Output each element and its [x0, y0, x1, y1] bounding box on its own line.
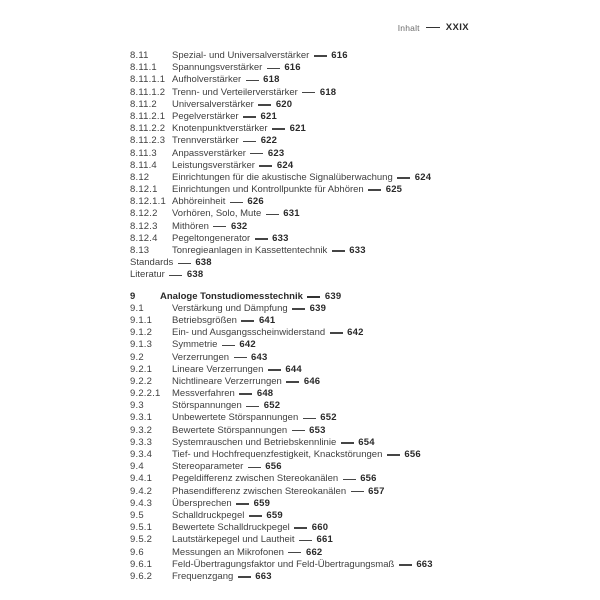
toc-entry	[130, 257, 590, 269]
leader-dash	[248, 467, 261, 469]
toc-entry-number: 9.6	[130, 546, 144, 558]
toc-entry-title: Einrichtungen und Kontrollpunkte für Abhören	[172, 184, 364, 196]
toc-entry-title: Ein- und Ausgangsscheinwiderstand	[172, 327, 326, 339]
toc-entry-page: 621	[260, 110, 277, 122]
toc-entry-number: 9.3.1	[130, 412, 153, 424]
toc-entry-title: Einrichtungen für die akustische Signalüberwachung	[172, 171, 393, 183]
leader-dash	[267, 68, 280, 70]
toc-entry	[130, 148, 590, 160]
leader-dash	[246, 406, 259, 408]
leader-dash	[302, 92, 315, 94]
toc-entry-number: 9.6.1	[130, 558, 153, 570]
leader-dash	[292, 308, 305, 310]
leader-dash	[239, 393, 252, 395]
toc-entry	[130, 221, 590, 233]
toc-entry	[130, 74, 590, 86]
toc-entry-title: Systemrauschen und Betriebskennlinie	[172, 436, 337, 448]
toc-entry-title: Messungen an Mikrofonen	[172, 546, 284, 558]
leader-dash	[314, 55, 327, 57]
toc-entry-page: 653	[309, 424, 326, 436]
leader-dash	[303, 418, 316, 420]
toc-entry-number: 9.4.2	[130, 485, 153, 497]
toc-entry-title: Analoge Tonstudiomesstechnik	[160, 290, 303, 302]
leader-dash	[292, 430, 305, 432]
toc-entry-page: 643	[251, 351, 268, 363]
toc-entry-title: Verzerrungen	[172, 351, 230, 363]
leader-dash	[368, 189, 381, 191]
leader-dash	[397, 177, 410, 179]
leader-dash	[343, 479, 356, 481]
toc-entry-title: Universalverstärker	[172, 98, 254, 110]
toc-entry	[130, 449, 590, 461]
toc-entry	[130, 547, 590, 559]
toc-entry-page: 633	[349, 245, 366, 256]
toc-entry	[130, 160, 590, 172]
leader-dash	[238, 576, 251, 578]
leader-dash	[250, 153, 263, 155]
toc-entry-number: 9.4.3	[130, 497, 153, 509]
toc-entry-page: 641	[258, 314, 276, 326]
toc-entry-number: 9.2.2.1	[130, 388, 161, 400]
toc-entry-title: Literatur	[130, 269, 165, 281]
toc-entry-title: Trenn- und Verteilerverstärker	[172, 86, 298, 98]
toc-section	[130, 291, 590, 584]
toc-entry	[130, 461, 590, 473]
leader-dash	[178, 263, 191, 265]
toc-entry	[130, 352, 590, 364]
leader-dash	[234, 357, 247, 359]
toc-entry-page: 660	[311, 522, 329, 534]
toc-entry-page: 633	[272, 232, 289, 244]
toc-entry	[130, 473, 590, 485]
toc-entry-number: 9.4	[130, 461, 144, 473]
toc-entry	[130, 303, 590, 315]
toc-entry-title: Messverfahren	[172, 388, 235, 400]
toc-entry-number: 8.11.4	[130, 159, 157, 171]
toc-entry-page: 616	[284, 62, 301, 74]
toc-entry-number: 8.11	[130, 50, 149, 61]
toc-entry-title: Lineare Verzerrungen	[172, 363, 264, 375]
toc-entry-number: 9.3.2	[130, 424, 153, 436]
toc-entry-page: 618	[263, 74, 280, 86]
leader-dash	[330, 332, 343, 334]
toc-entry	[130, 425, 590, 437]
toc-entry-page: 652	[320, 412, 337, 424]
toc-entry	[130, 172, 590, 184]
toc-entry	[130, 522, 590, 534]
leader-dash	[236, 503, 249, 505]
toc-entry-number: 9.3.4	[130, 449, 153, 460]
toc-entry-title: Standards	[130, 257, 174, 269]
toc-entry-number: 9.5	[130, 509, 144, 521]
toc-entry	[130, 388, 590, 400]
toc-entry	[130, 339, 590, 351]
toc-entry-number: 9.5.2	[130, 534, 153, 546]
toc-entry-number: 8.12	[130, 171, 150, 183]
toc-entry	[130, 498, 590, 510]
toc-entry-number: 8.11.1.2	[130, 86, 166, 98]
toc-entry	[130, 123, 590, 135]
toc-entry-page: 659	[253, 497, 271, 509]
toc-entry-number: 9.2	[130, 351, 144, 363]
toc-entry	[130, 111, 590, 123]
toc-entry	[130, 245, 590, 257]
toc-entry-number: 8.11.3	[130, 147, 157, 159]
toc-entry-number: 8.12.2	[130, 208, 158, 220]
toc-entry-title: Unbewertete Störspannungen	[172, 412, 299, 424]
toc-entry-page: 616	[331, 50, 348, 61]
leader-dash	[387, 454, 400, 456]
toc-entry-title: Aufholverstärker	[172, 74, 242, 86]
toc-entry-number: 9.1.2	[130, 327, 153, 339]
toc-entry-title: Mithören	[172, 220, 209, 232]
toc-entry-page: 656	[360, 473, 377, 485]
toc-entry-title: Verstärkung und Dämpfung	[172, 302, 288, 314]
toc-entry-title: Tonregieanlagen in Kassettentechnik	[172, 245, 328, 256]
leader-dash	[258, 104, 271, 106]
toc-entry	[130, 364, 590, 376]
toc-entry-number: 9.3	[130, 400, 144, 412]
leader-dash	[426, 27, 440, 29]
toc-entry-title: Spezial- und Universalverstärker	[172, 50, 310, 61]
toc-entry-page: 646	[303, 375, 321, 387]
toc-entry-number: 9	[130, 290, 136, 302]
leader-dash	[259, 165, 272, 167]
toc-entry	[130, 412, 590, 424]
toc-entry-title: Feld-Übertragungsfaktor und Feld-Übertragungsmaß	[172, 558, 395, 570]
toc-entry-title: Nichtlineare Verzerrungen	[172, 375, 282, 387]
toc-entry-page: 621	[289, 123, 307, 135]
toc-entry-page: 639	[324, 290, 342, 302]
toc-entry-number: 9.5.1	[130, 522, 153, 534]
toc-entry-title: Anpassverstärker	[172, 147, 246, 159]
toc-entry-number: 8.11.2	[130, 98, 157, 110]
leader-dash	[241, 320, 254, 322]
toc-entry	[130, 196, 590, 208]
toc-entry	[130, 486, 590, 498]
page-number: XXIX	[445, 22, 469, 33]
leader-dash	[243, 141, 256, 143]
leader-dash	[268, 369, 281, 371]
toc-entry-number: 8.12.3	[130, 220, 158, 232]
toc-entry	[130, 62, 590, 74]
toc-entry-page: 625	[385, 184, 403, 196]
toc-entry-page: 632	[230, 220, 248, 232]
toc-section	[130, 50, 590, 282]
toc-entry	[130, 184, 590, 196]
toc-entry-number: 8.11.2.2	[130, 123, 166, 135]
toc-entry-title: Stereoparameter	[172, 461, 244, 473]
toc-entry-number: 8.12.1	[130, 184, 158, 196]
toc-entry	[130, 534, 590, 546]
toc-entry	[130, 400, 590, 412]
leader-dash	[332, 250, 345, 252]
leader-dash	[243, 116, 256, 118]
leader-dash	[230, 202, 243, 204]
leader-dash	[341, 442, 354, 444]
toc-entry-page: 639	[309, 302, 327, 314]
leader-dash	[294, 527, 307, 529]
toc-entry-page: 622	[260, 135, 278, 147]
toc-entry-title: Frequenzgang	[172, 570, 234, 582]
toc-entry-page: 648	[256, 388, 274, 400]
toc-entry-page: 656	[265, 461, 282, 473]
toc-entry	[130, 510, 590, 522]
toc-entry-title: Schalldruckpegel	[172, 509, 245, 521]
toc-entry-title: Tief- und Hochfrequenzfestigkeit, Knackstörungen	[172, 449, 383, 460]
leader-dash	[246, 80, 259, 82]
toc-entry-page: 624	[276, 159, 294, 171]
toc-entry-title: Bewertete Schalldruckpegel	[172, 522, 290, 534]
toc-entry	[130, 99, 590, 111]
toc-entry-page: 626	[247, 196, 264, 208]
toc-entry-number: 8.11.2.1	[130, 110, 166, 122]
leader-dash	[286, 381, 299, 383]
toc-entry-page: 638	[195, 257, 212, 269]
leader-dash	[351, 491, 364, 493]
toc-entry-page: 659	[266, 509, 283, 521]
toc-entry-title: Übersprechen	[172, 497, 232, 509]
toc-entry-title: Phasendifferenz zwischen Stereokanälen	[172, 485, 347, 497]
toc-entry-title: Betriebsgrößen	[172, 314, 237, 326]
leader-dash	[266, 214, 279, 216]
leader-dash	[299, 540, 312, 542]
toc-entry-page: 661	[316, 534, 333, 546]
toc-entry-title: Symmetrie	[172, 339, 218, 351]
toc-entry	[130, 559, 590, 571]
toc-entry-page: 623	[267, 147, 285, 159]
toc-entry-title: Pegeldifferenz zwischen Stereokanälen	[172, 473, 339, 485]
toc-entry-title: Bewertete Störspannungen	[172, 424, 288, 436]
toc-entry-page: 663	[255, 570, 272, 582]
toc-entry-page: 644	[285, 363, 302, 375]
leader-dash	[272, 128, 285, 130]
toc-entry-title: Knotenpunktverstärker	[172, 123, 268, 135]
toc-entry-number: 8.13	[130, 245, 150, 256]
toc-entry-page: 642	[239, 339, 256, 351]
leader-dash	[169, 275, 182, 277]
toc-entry-page: 638	[186, 269, 204, 281]
toc-entry-title: Pegelverstärker	[172, 110, 239, 122]
toc-entry-title: Spannungsverstärker	[172, 62, 263, 74]
toc-entry	[130, 437, 590, 449]
toc-entry-title: Leistungsverstärker	[172, 159, 255, 171]
table-of-contents	[130, 50, 590, 583]
toc-entry	[130, 50, 590, 62]
toc-entry-number: 9.6.2	[130, 570, 153, 582]
toc-entry-number: 9.1.3	[130, 339, 153, 351]
toc-entry	[130, 208, 590, 220]
toc-entry-number: 8.12.4	[130, 232, 158, 244]
toc-entry	[130, 269, 590, 281]
toc-entry	[130, 87, 590, 99]
toc-entry	[130, 376, 590, 388]
leader-dash	[255, 238, 268, 240]
toc-entry-title: Störspannungen	[172, 400, 242, 412]
leader-dash	[249, 515, 262, 517]
running-header	[398, 22, 469, 33]
toc-entry-page: 631	[283, 208, 300, 220]
leader-dash	[222, 345, 235, 347]
toc-entry-number: 9.2.2	[130, 375, 153, 387]
toc-entry	[130, 315, 590, 327]
toc-entry	[130, 291, 590, 303]
toc-entry-page: 656	[404, 449, 421, 460]
running-header-label: Inhalt	[397, 22, 420, 33]
toc-entry-page: 642	[347, 327, 364, 339]
toc-entry	[130, 571, 590, 583]
toc-entry-number: 9.1	[130, 302, 144, 314]
toc-entry-page: 654	[358, 436, 375, 448]
toc-entry-number: 9.2.1	[130, 363, 153, 375]
leader-dash	[288, 552, 301, 554]
toc-entry-page: 624	[414, 171, 432, 183]
toc-entry-page: 618	[319, 86, 337, 98]
leader-dash	[307, 296, 320, 298]
toc-entry-page: 620	[275, 98, 293, 110]
toc-entry-page: 663	[416, 558, 433, 570]
toc-entry-number: 8.11.1	[130, 62, 157, 74]
toc-entry	[130, 327, 590, 339]
toc-entry-number: 8.12.1.1	[130, 196, 166, 208]
toc-entry-number: 9.4.1	[130, 473, 153, 485]
toc-entry-page: 662	[305, 546, 323, 558]
toc-entry-title: Vorhören, Solo, Mute	[172, 208, 262, 220]
toc-entry-title: Pegeltongenerator	[172, 232, 251, 244]
toc-entry	[130, 233, 590, 245]
toc-entry-title: Trennverstärker	[172, 135, 239, 147]
toc-entry-title: Lautstärkepegel und Lautheit	[172, 534, 295, 546]
toc-entry-number: 8.11.2.3	[130, 135, 166, 147]
toc-entry-number: 9.1.1	[130, 314, 153, 326]
toc-entry-number: 8.11.1.1	[130, 74, 166, 86]
toc-entry-page: 652	[263, 400, 281, 412]
toc-entry-number: 9.3.3	[130, 436, 153, 448]
toc-entry	[130, 135, 590, 147]
leader-dash	[399, 564, 412, 566]
toc-entry-page: 657	[368, 485, 385, 497]
leader-dash	[213, 226, 226, 228]
toc-entry-title: Abhöreinheit	[172, 196, 226, 208]
